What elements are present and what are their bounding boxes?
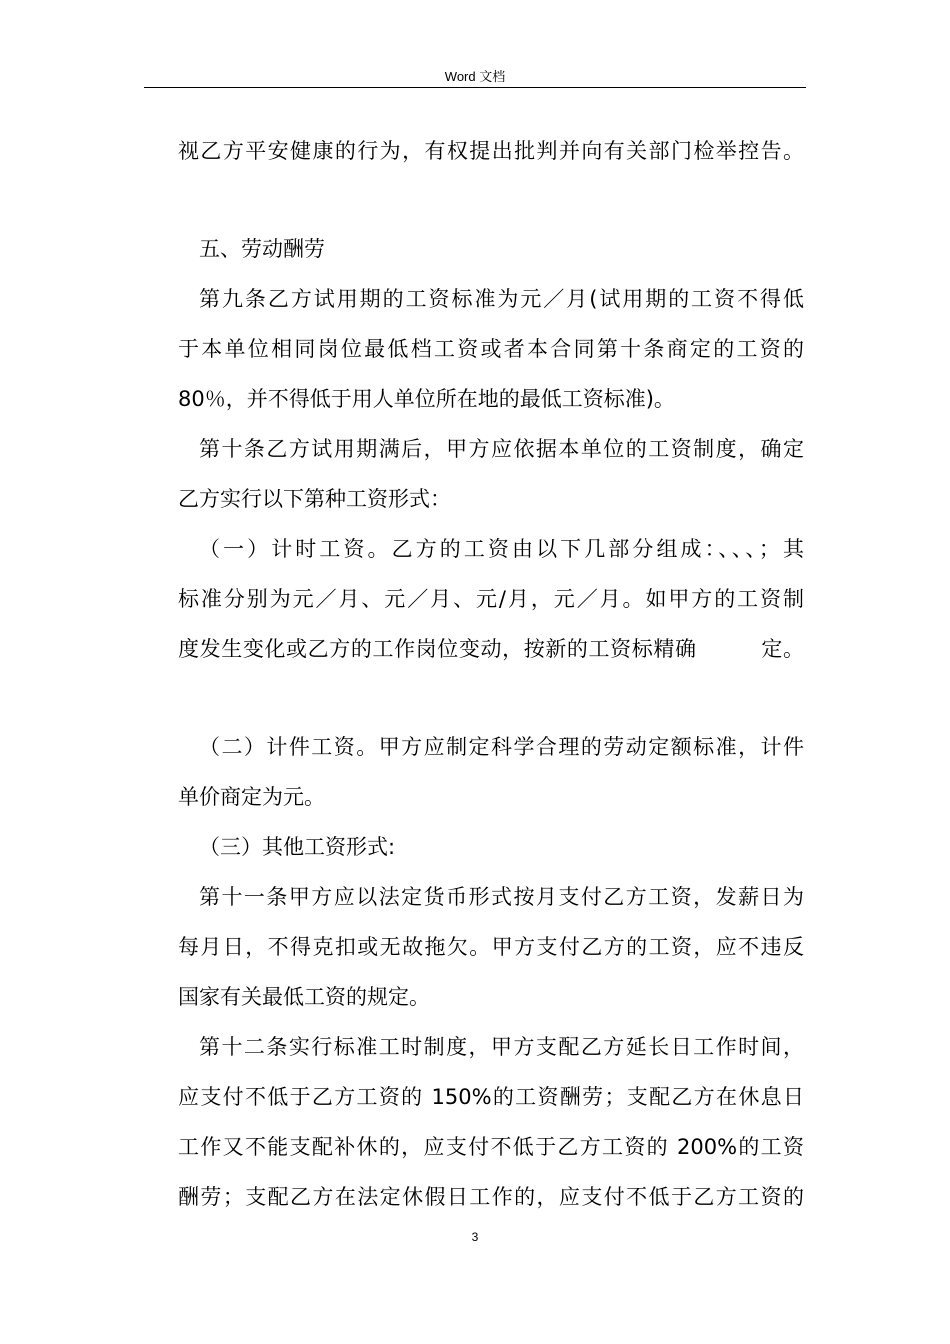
paragraph-line: （一）计时工资。乙方的工资由以下几部分组成：、、、；其 xyxy=(199,537,804,561)
paragraph-line: （二）计件工资。甲方应制定科学合理的劳动定额标准，计件 xyxy=(199,735,804,759)
paragraph-line: 第十一条甲方应以法定货币形式按月支付乙方工资，发薪日为 xyxy=(199,885,804,909)
paragraph-line: 国家有关最低工资的规定。 xyxy=(178,985,430,1009)
paragraph-line: 第九条乙方试用期的工资标准为元／月(试用期的工资不得低 xyxy=(199,287,804,311)
paragraph-line: 度发生变化或乙方的工作岗位变动，按新的工资标精确 定。 xyxy=(178,637,804,661)
paragraph-line: 第十条乙方试用期满后，甲方应依据本单位的工资制度，确定 xyxy=(199,437,804,461)
page-number: 3 xyxy=(471,1230,479,1244)
paragraph-line: （三）其他工资形式: xyxy=(199,835,396,859)
section-heading: 五、劳动酬劳 xyxy=(199,237,325,261)
header-divider xyxy=(144,87,806,88)
paragraph-line: 视乙方平安健康的行为，有权提出批判并向有关部门检举控告。 xyxy=(178,139,804,163)
paragraph-line: 80％，并不得低于用人单位所在地的最低工资标准)。 xyxy=(178,387,675,411)
paragraph-line: 酬劳；支配乙方在法定休假日工作的，应支付不低于乙方工资的 xyxy=(178,1185,804,1209)
paragraph-line: 应支付不低于乙方工资的 150%的工资酬劳；支配乙方在休息日 xyxy=(178,1085,804,1109)
paragraph-line: 于本单位相同岗位最低档工资或者本合同第十条商定的工资的 xyxy=(178,337,804,361)
paragraph-line: 第十二条实行标准工时制度，甲方支配乙方延长日工作时间， xyxy=(199,1035,804,1059)
paragraph-line: 每月日，不得克扣或无故拖欠。甲方支付乙方的工资，应不违反 xyxy=(178,935,804,959)
paragraph-line: 标准分别为元／月、元／月、元/月，元／月。如甲方的工资制 xyxy=(178,587,804,611)
paragraph-line: 乙方实行以下第种工资形式： xyxy=(178,487,451,511)
page-header: Word 文档 xyxy=(444,69,506,84)
paragraph-line: 单价商定为元。 xyxy=(178,785,325,809)
paragraph-line: 工作又不能支配补休的，应支付不低于乙方工资的 200%的工资 xyxy=(178,1135,804,1159)
